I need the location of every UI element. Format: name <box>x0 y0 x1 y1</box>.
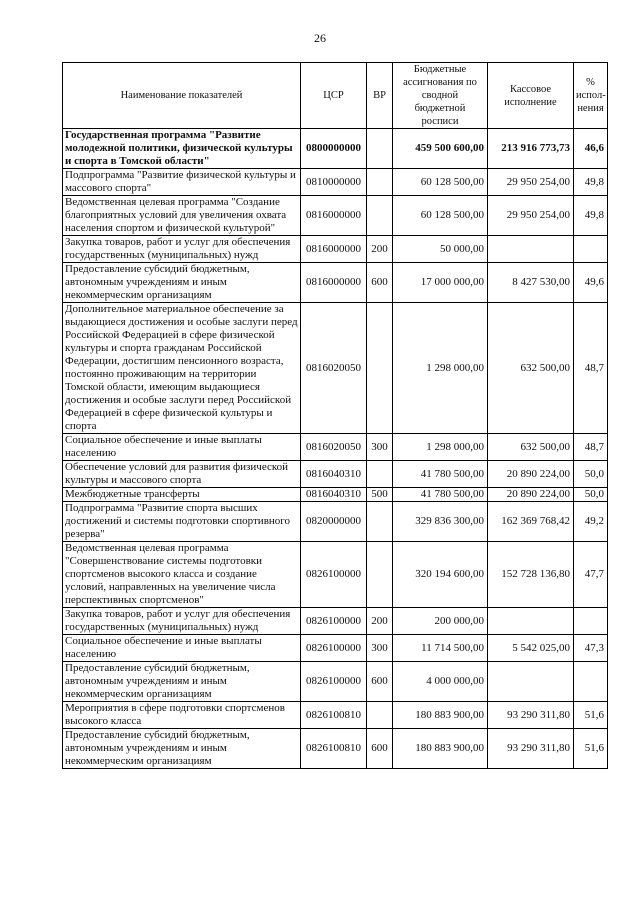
cell-indicator-name: Социальное обеспечение и иные выплаты населению <box>63 635 301 662</box>
cell-indicator-name: Подпрограмма "Развитие спорта высших достижений и системы подготовки спортивного резерва" <box>63 502 301 542</box>
cell-cash-execution <box>488 236 574 263</box>
cell-vr: 300 <box>367 434 393 461</box>
cell-budget-allocations: 11 714 500,00 <box>393 635 488 662</box>
cell-vr: 300 <box>367 635 393 662</box>
cell-csr: 0816000000 <box>301 236 367 263</box>
cell-execution-percent: 51,6 <box>574 702 608 729</box>
table-row <box>63 729 608 769</box>
cell-execution-percent: 51,6 <box>574 729 608 769</box>
header-csr: ЦСР <box>301 63 367 129</box>
cell-execution-percent: 47,3 <box>574 635 608 662</box>
cell-cash-execution: 152 728 136,80 <box>488 542 574 608</box>
cell-cash-execution: 29 950 254,00 <box>488 169 574 196</box>
cell-cash-execution <box>488 608 574 635</box>
cell-vr: 200 <box>367 236 393 263</box>
table-body <box>63 129 608 769</box>
cell-cash-execution <box>488 662 574 702</box>
cell-vr: 200 <box>367 608 393 635</box>
header-row <box>63 63 608 129</box>
cell-vr: 600 <box>367 729 393 769</box>
budget-execution-table <box>62 62 608 769</box>
cell-csr: 0826100810 <box>301 729 367 769</box>
header-percent-line: нения <box>577 103 604 114</box>
cell-indicator-name: Предоставление субсидий бюджетным, автономным учреждениям и иным некоммерческим организациям <box>63 662 301 702</box>
cell-csr: 0816020050 <box>301 303 367 434</box>
cell-vr <box>367 196 393 236</box>
cell-budget-allocations: 17 000 000,00 <box>393 263 488 303</box>
cell-cash-execution: 632 500,00 <box>488 303 574 434</box>
cell-budget-allocations: 320 194 600,00 <box>393 542 488 608</box>
header-budget-line: ассигнования по <box>403 77 477 88</box>
cell-csr: 0816040310 <box>301 488 367 502</box>
table-row <box>63 129 608 169</box>
table-row <box>63 635 608 662</box>
header-budget-line: росписи <box>421 116 459 127</box>
cell-budget-allocations: 200 000,00 <box>393 608 488 635</box>
cell-indicator-name: Предоставление субсидий бюджетным, автономным учреждениям и иным некоммерческим организациям <box>63 729 301 769</box>
cell-execution-percent: 47,7 <box>574 542 608 608</box>
cell-vr <box>367 502 393 542</box>
cell-vr <box>367 702 393 729</box>
page-number: 26 <box>314 31 326 45</box>
table-row <box>63 263 608 303</box>
cell-budget-allocations: 459 500 600,00 <box>393 129 488 169</box>
cell-indicator-name: Ведомственная целевая программа "Совершенствование системы подготовки спортсменов высокого класса и создание условий, направленных на увеличение числа перспективных спортсменов" <box>63 542 301 608</box>
cell-vr <box>367 129 393 169</box>
cell-budget-allocations: 1 298 000,00 <box>393 303 488 434</box>
cell-indicator-name: Социальное обеспечение и иные выплаты населению <box>63 434 301 461</box>
cell-vr: 600 <box>367 662 393 702</box>
cell-execution-percent <box>574 608 608 635</box>
cell-indicator-name: Закупка товаров, работ и услуг для обеспечения государственных (муниципальных) нужд <box>63 236 301 263</box>
cell-budget-allocations: 1 298 000,00 <box>393 434 488 461</box>
header-budget-line: бюджетной <box>414 103 466 114</box>
cell-budget-allocations: 329 836 300,00 <box>393 502 488 542</box>
cell-cash-execution: 20 890 224,00 <box>488 461 574 488</box>
cell-vr <box>367 303 393 434</box>
cell-execution-percent: 50,0 <box>574 488 608 502</box>
cell-indicator-name: Ведомственная целевая программа "Создание благоприятных условий для увеличения охвата населения спортом и физической культурой" <box>63 196 301 236</box>
cell-indicator-name: Государственная программа "Развитие молодежной политики, физической культуры и спорта в Томской области" <box>63 129 301 169</box>
header-vr: ВР <box>367 63 393 129</box>
cell-csr: 0816040310 <box>301 461 367 488</box>
cell-cash-execution: 20 890 224,00 <box>488 488 574 502</box>
cell-execution-percent: 50,0 <box>574 461 608 488</box>
cell-budget-allocations: 60 128 500,00 <box>393 196 488 236</box>
table-row <box>63 196 608 236</box>
cell-vr <box>367 169 393 196</box>
table-row <box>63 434 608 461</box>
cell-csr: 0826100000 <box>301 608 367 635</box>
cell-vr: 600 <box>367 263 393 303</box>
cell-indicator-name: Предоставление субсидий бюджетным, автономным учреждениям и иным некоммерческим организациям <box>63 263 301 303</box>
cell-execution-percent: 49,6 <box>574 263 608 303</box>
table-row <box>63 702 608 729</box>
table-row <box>63 542 608 608</box>
cell-cash-execution: 162 369 768,42 <box>488 502 574 542</box>
header-indicator-name: Наименование показателей <box>63 63 301 129</box>
cell-csr: 0810000000 <box>301 169 367 196</box>
table-row <box>63 502 608 542</box>
cell-budget-allocations: 4 000 000,00 <box>393 662 488 702</box>
table-row <box>63 608 608 635</box>
header-cash-line: Кассовое <box>509 83 552 95</box>
cell-indicator-name: Подпрограмма "Развитие физической культуры и массового спорта" <box>63 169 301 196</box>
table-row <box>63 461 608 488</box>
cell-vr <box>367 542 393 608</box>
cell-csr: 0816020050 <box>301 434 367 461</box>
cell-indicator-name: Закупка товаров, работ и услуг для обеспечения государственных (муниципальных) нужд <box>63 608 301 635</box>
cell-cash-execution: 93 290 311,80 <box>488 729 574 769</box>
cell-csr: 0826100000 <box>301 662 367 702</box>
cell-budget-allocations: 41 780 500,00 <box>393 488 488 502</box>
cell-indicator-name: Дополнительное материальное обеспечение за выдающиеся достижения и особые заслуги перед Российской Федерацией в сфере физической культуры и спорта гражданам Российской Федерации, достигшим пенсионного возраста, постоянно проживающим на территории Томской области, имеющим выдающиеся достижения и особые заслуги перед Российской Федерацией в сфере физической культуры и спорта <box>63 303 301 434</box>
cell-vr: 500 <box>367 488 393 502</box>
header-budget-line: сводной <box>421 90 459 101</box>
header-cash-line: исполнение <box>504 96 557 108</box>
cell-budget-allocations: 50 000,00 <box>393 236 488 263</box>
cell-budget-allocations: 60 128 500,00 <box>393 169 488 196</box>
cell-execution-percent: 48,7 <box>574 434 608 461</box>
cell-budget-allocations: 180 883 900,00 <box>393 702 488 729</box>
header-percent-line: испол- <box>576 90 606 101</box>
cell-vr <box>367 461 393 488</box>
cell-cash-execution: 8 427 530,00 <box>488 263 574 303</box>
cell-execution-percent: 49,8 <box>574 196 608 236</box>
table-row <box>63 488 608 502</box>
cell-cash-execution: 29 950 254,00 <box>488 196 574 236</box>
cell-budget-allocations: 180 883 900,00 <box>393 729 488 769</box>
header-execution-percent <box>574 63 608 129</box>
cell-execution-percent: 49,8 <box>574 169 608 196</box>
cell-indicator-name: Обеспечение условий для развития физической культуры и массового спорта <box>63 461 301 488</box>
table-row <box>63 236 608 263</box>
cell-cash-execution: 5 542 025,00 <box>488 635 574 662</box>
cell-indicator-name: Мероприятия в сфере подготовки спортсменов высокого класса <box>63 702 301 729</box>
table-header <box>63 63 608 129</box>
cell-csr: 0816000000 <box>301 196 367 236</box>
cell-csr: 0826100810 <box>301 702 367 729</box>
cell-budget-allocations: 41 780 500,00 <box>393 461 488 488</box>
cell-execution-percent <box>574 662 608 702</box>
table-row <box>63 303 608 434</box>
cell-cash-execution: 93 290 311,80 <box>488 702 574 729</box>
cell-execution-percent: 48,7 <box>574 303 608 434</box>
table-row <box>63 662 608 702</box>
cell-execution-percent: 46,6 <box>574 129 608 169</box>
cell-csr: 0816000000 <box>301 263 367 303</box>
header-budget-line: Бюджетные <box>413 64 467 75</box>
cell-csr: 0800000000 <box>301 129 367 169</box>
table-row <box>63 169 608 196</box>
header-budget-allocations <box>393 63 488 129</box>
cell-csr: 0826100000 <box>301 542 367 608</box>
header-cash-execution <box>488 63 574 129</box>
cell-indicator-name: Межбюджетные трансферты <box>63 488 301 502</box>
cell-csr: 0820000000 <box>301 502 367 542</box>
cell-cash-execution: 632 500,00 <box>488 434 574 461</box>
cell-execution-percent <box>574 236 608 263</box>
cell-execution-percent: 49,2 <box>574 502 608 542</box>
cell-cash-execution: 213 916 773,73 <box>488 129 574 169</box>
cell-csr: 0826100000 <box>301 635 367 662</box>
header-percent-line: % <box>586 77 595 88</box>
